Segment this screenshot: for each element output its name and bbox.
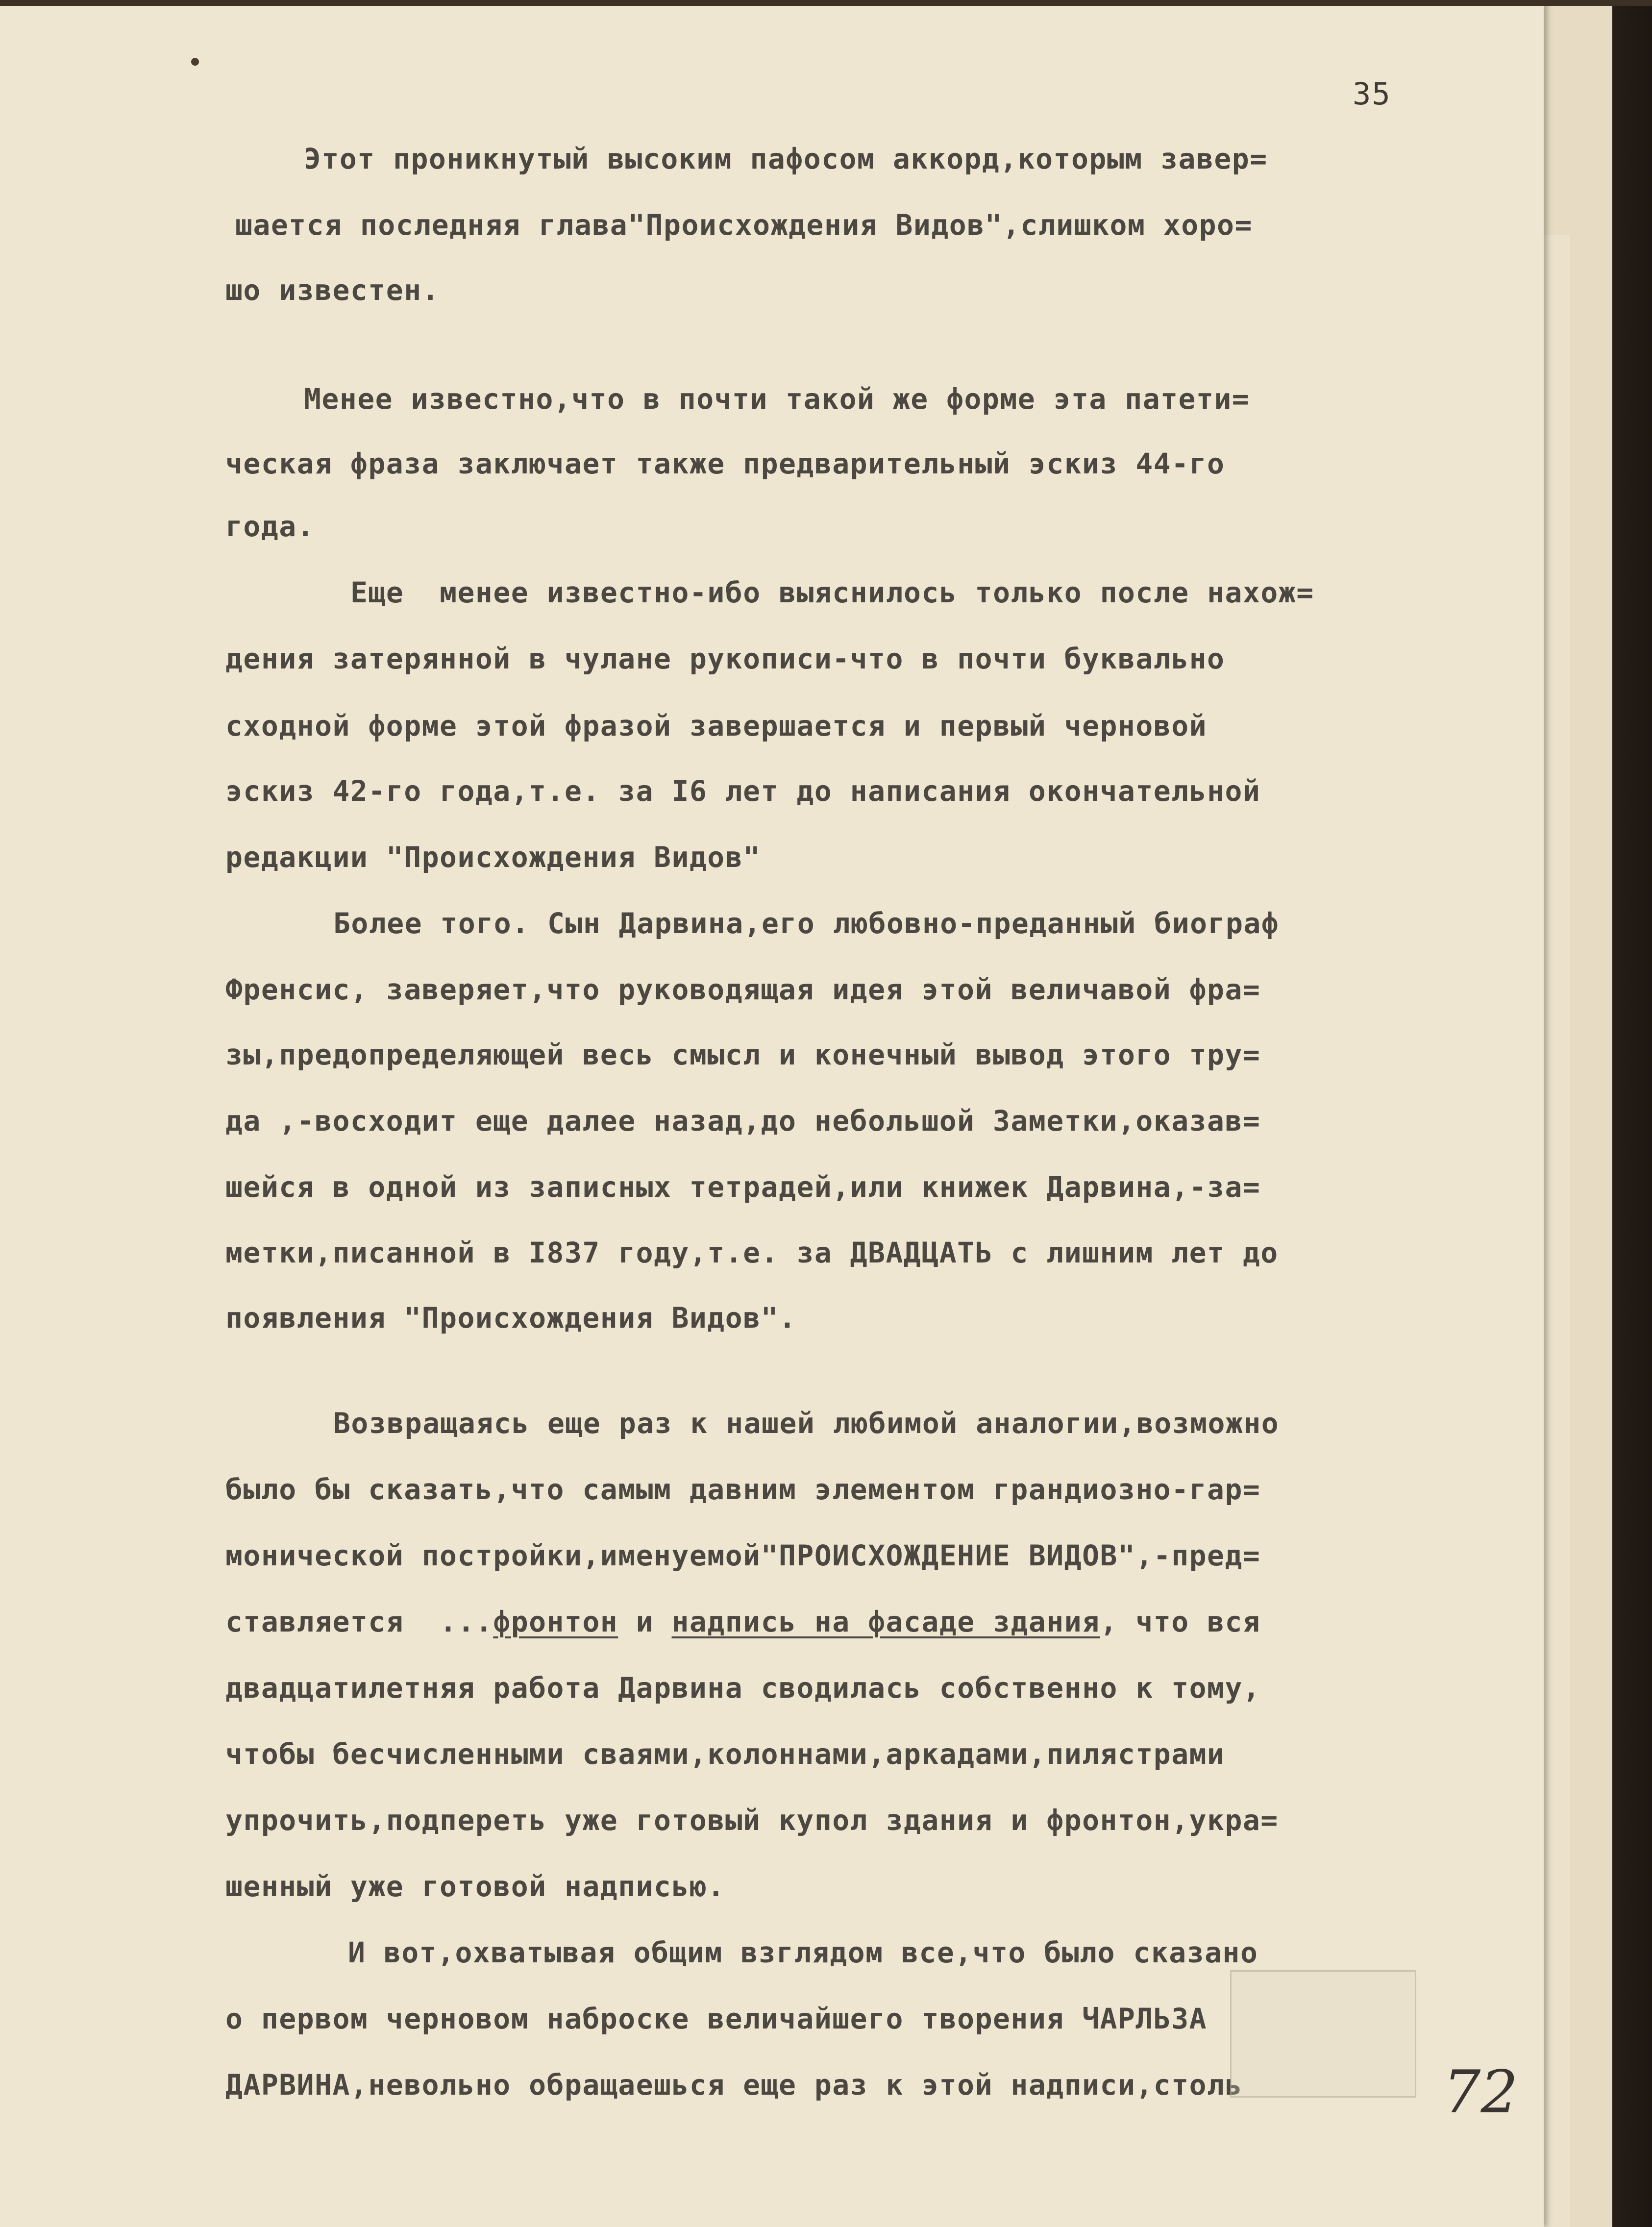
text-line: ческая фраза заключает также предварительный эскиз 44-го <box>225 447 1225 480</box>
text-line: о первом черновом наброске величайшего творения ЧАРЛЬЗА <box>225 2002 1208 2035</box>
text-line: сходной форме этой фразой завершается и первый черновой <box>225 709 1208 742</box>
text-line: Френсис, заверяет,что руководящая идея этой величавой фра= <box>225 973 1261 1006</box>
text-segment: , что вся <box>1100 1605 1261 1638</box>
text-line: дения затерянной в чулане рукописи-что в почти буквально <box>225 642 1225 675</box>
text-line: Возвращаясь еще раз к нашей любимой аналогии,возможно <box>333 1407 1280 1440</box>
text-line: Этот проникнутый высоким пафосом аккорд,которым завер= <box>304 142 1268 175</box>
text-line: двадцатилетняя работа Дарвина сводилась собственно к тому, <box>225 1671 1261 1705</box>
text-segment: ставляется ... <box>225 1605 493 1638</box>
text-line: было бы сказать,что самым давним элементом грандиозно-гар= <box>225 1473 1261 1506</box>
text-line: чтобы бесчисленными сваями,колоннами,аркадами,пилястрами <box>225 1737 1225 1771</box>
text-line: метки,писанной в I837 году,т.е. за ДВАДЦАТЬ с лишним лет до <box>225 1236 1279 1269</box>
text-line: Еще менее известно-ибо выяснилось только после нахож= <box>350 576 1314 609</box>
folio-number: 72 <box>1443 2058 1518 2127</box>
text-segment: и <box>618 1605 672 1638</box>
text-line: зы,предопределяющей весь смысл и конечный вывод этого тру= <box>225 1038 1261 1071</box>
text-line: шается последняя глава"Происхождения Видов",слишком хоро= <box>235 208 1253 242</box>
text-line <box>225 1605 1260 1638</box>
page-number: 35 <box>1353 76 1391 112</box>
text-line: редакции "Происхождения Видов" <box>225 841 761 874</box>
text-line: шенный уже готовой надписью. <box>225 1870 725 1903</box>
text-line: Более того. Сын Дарвина,его любовно-преданный биограф <box>333 907 1280 940</box>
text-line: года. <box>225 510 315 543</box>
underlined-phrase: надпись на фасаде здания <box>671 1605 1100 1638</box>
text-line: эскиз 42-го года,т.е. за I6 лет до написания окончательной <box>225 774 1261 808</box>
archive-stamp <box>1230 1970 1416 2098</box>
text-line: Менее известно,что в почти такой же форме эта патети= <box>304 382 1250 416</box>
text-line: шейся в одной из записных тетрадей,или книжек Дарвина,-за= <box>225 1170 1261 1204</box>
text-line: упрочить,подпереть уже готовый купол здания и фронтон,укра= <box>225 1804 1279 1837</box>
top-edge-shadow <box>0 0 1652 6</box>
text-line: монической постройки,именуемой"ПРОИСХОЖДЕНИЕ ВИДОВ",-пред= <box>225 1539 1261 1572</box>
text-line: да ,-восходит еще далее назад,до небольшой Заметки,оказав= <box>225 1104 1261 1138</box>
text-line: шо известен. <box>225 273 440 307</box>
text-line: И вот,охватывая общим взглядом все,что было сказано <box>348 1936 1258 1969</box>
underlined-phrase: фронтон <box>493 1605 618 1638</box>
text-line: ДАРВИНА,невольно обращаешься еще раз к этой надписи,столь <box>225 2068 1243 2102</box>
text-line: появления "Происхождения Видов". <box>225 1301 797 1335</box>
